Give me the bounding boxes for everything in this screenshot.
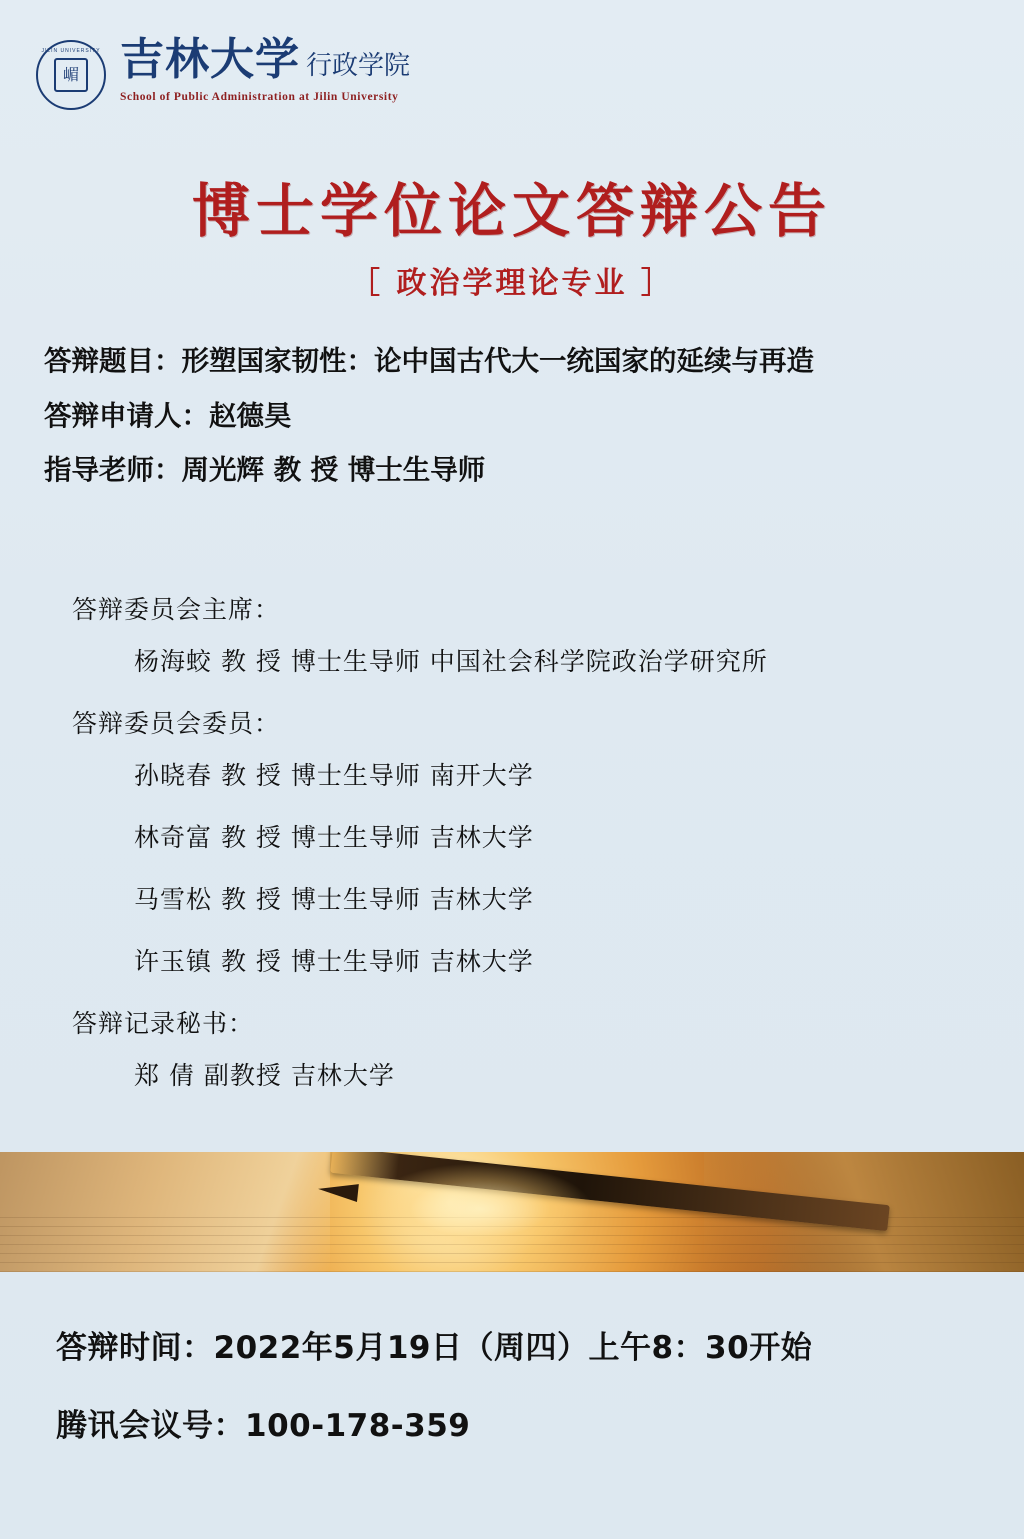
thesis-title-line: 答辩题目：形塑国家韧性：论中国古代大一统国家的延续与再造	[44, 345, 814, 377]
logo-english-name: School of Public Administration at Jilin University	[120, 91, 399, 103]
committee-member-item: 马雪松 教 授 博士生导师 吉林大学	[134, 885, 534, 914]
band-sun-glow	[370, 1164, 590, 1254]
committee-chair-item: 杨海蛟 教 授 博士生导师 中国社会科学院政治学研究所	[134, 647, 768, 676]
page-title: 博士学位论文答辩公告	[191, 177, 832, 245]
applicant-line: 答辩申请人：赵德昊	[44, 399, 292, 432]
seal-glyph: 嵋	[62, 65, 80, 84]
university-logo	[36, 34, 411, 110]
defense-time-line: 答辩时间：2022年5月19日（周四）上午8：30开始	[56, 1330, 813, 1366]
committee-secretary-label: 答辩记录秘书：	[72, 1009, 255, 1038]
page-subtitle: ［ 政治学理论专业 ］	[350, 266, 674, 301]
advisor-line: 指导老师：周光辉 教 授 博士生导师	[44, 454, 486, 486]
committee-member-item: 许玉镇 教 授 博士生导师 吉林大学	[134, 947, 534, 976]
logo-text-block	[120, 34, 411, 103]
logo-chinese	[120, 34, 411, 85]
university-seal-icon	[36, 40, 106, 110]
logo-university-name: 吉林大学	[120, 34, 300, 85]
meeting-number-line: 腾讯会议号：100-178-359	[56, 1408, 471, 1444]
committee-member-item: 孙晓春 教 授 博士生导师 南开大学	[134, 761, 534, 790]
committee-secretary-item: 郑 倩 副教授 吉林大学	[134, 1061, 395, 1090]
logo-school-name: 行政学院	[306, 51, 411, 81]
footer-block	[56, 1322, 996, 1478]
committee-members-label: 答辩委员会委员：	[72, 709, 281, 738]
committee-member-item: 林奇富 教 授 博士生导师 吉林大学	[134, 823, 534, 852]
seal-arc-text: JILIN UNIVERSITY	[41, 48, 101, 54]
committee-block	[72, 590, 1002, 1118]
committee-chair-label: 答辩委员会主席：	[72, 595, 281, 624]
defense-info-block	[44, 345, 994, 512]
decorative-pen-image	[0, 1152, 1024, 1272]
